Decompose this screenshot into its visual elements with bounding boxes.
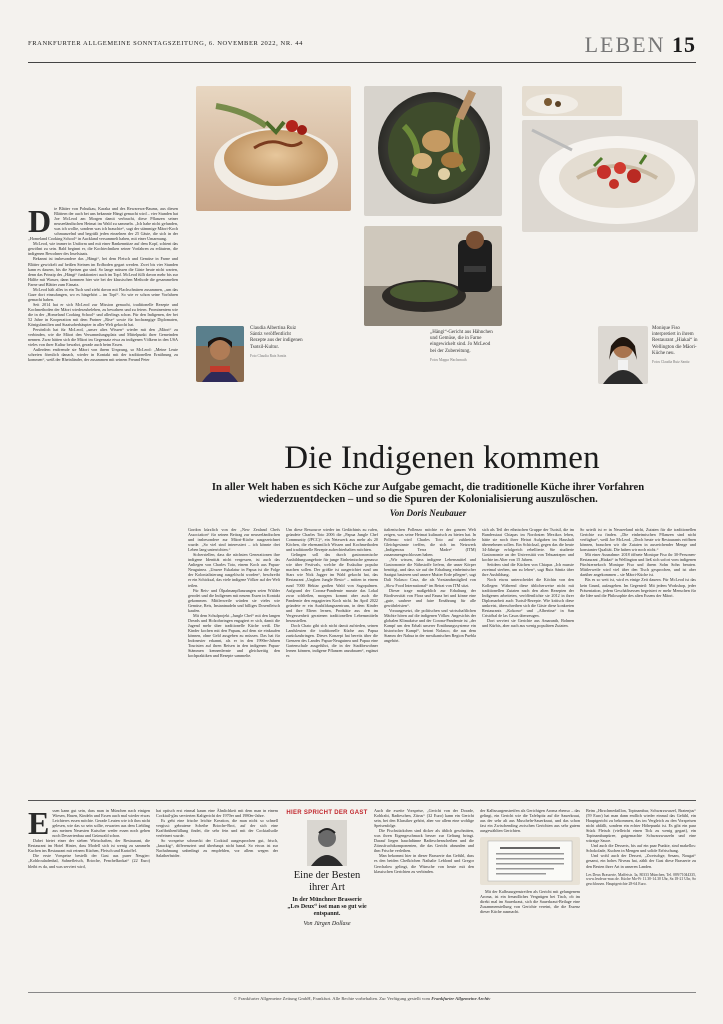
review-paragraph: Und auch die Desserts, bis auf ein paar Punkte, sind makellos: Schokolade, Kuchen in Mengen und solide Erfrischung. xyxy=(586,843,696,854)
article-paragraph: Noch etwas unterscheidet die Köchin von den Kollegen: Während diese üblicherweise nicht mit traditionellen Zutaten nach den alten Rezepten der Indigenen arbeiteten, veröffentlichte sie 2012 in ihrer Diplomarbeit auch Tsotsil-Rezepte. Wie kritisch diese umkreist, überschreiben sich die Gäste diese konkreten Restaurants „Kokono“ und „Albertina“ in San Cristóbal de las Casas überzeugen. xyxy=(482,577,574,618)
article-paragraph: ie Blätter von Pohutkau, Karaka und des Rewarewa-Baums, aus diesen Blättern der auch bei uns bekannte Hängi gemacht wird – vier Stunden hat Joe McLeod am Morgen damit verbracht, diese Pflanzen seiner neuseeländischen Heimat im Wald zu sammeln. „Ich habe nicht gefunden, was ich wollte, sondern was ich brauchte“, sagt der stämmige Māori-Koch schmunzelnd und begrüßt jeden einzelnen der 25 Gäste, die sich in der „Homeland Cooking School“ in Auckland versammelt haben, mit einer Umarmung. xyxy=(28,206,178,242)
article-column-4 xyxy=(384,527,476,643)
caption-hangi-text: „Hängi“-Gericht aus Hähnchen und Gemüse, die in Farne eingewickelt sind. Jo McLeod bei der Zubereitung. xyxy=(430,330,493,354)
review-paragraph: der Kalbssurgenstreifen als Gerichtgen Aroma ebenso – das gelingt, ein Gericht wie die Tafelspitz auf die Sauerkraut, aus der sehr alt aus Muscheln-Sauerkraut, und das schon fast ein Zwischending zwischen Gerichten aus sehr gutem ausgewählten Gerichten. xyxy=(480,808,580,834)
paper-info-line: FRANKFURTER ALLGEMEINE SONNTAGSZEITUNG, 6. NOVEMBER 2022, NR. 44 xyxy=(28,40,303,47)
article-paragraph: Seitdem sind die Küchen von Chiapas „Ich musste zweimal sterben, um zu leben“, sagt Ruiz Sántiz über ihre Ausbildung. xyxy=(482,562,574,578)
portrait-monique-fiso xyxy=(598,326,648,384)
article-byline: Von Doris Neubauer xyxy=(389,508,467,518)
article-paragraph: Doch Chato gibt sich nicht damit zufrieden, seinen Landsleuten die traditionelle Küche aus Papua zurückzubringen. Dieses Konzept hat bereits über die Grenzen des Landes Papua-Neuguinea und Papua eine Gartenschule ausgeführt, die in der Stadtbewohner lernen können, indigene Pflanzen anzubauen“, ergänzt er. xyxy=(286,622,378,659)
article-paragraph: Dieser trage maßgeblich zur Erhaltung der Biodiversität von Flora und Fauna bei und könne eine „gute, saubere und faire Ernährung für alle gewährleisten“. xyxy=(384,587,476,608)
caption-monique xyxy=(652,326,698,365)
page-footer xyxy=(28,992,696,1001)
article-paragraph: Vorausgesetzt, die politischen und wirtschaftlichen Mächte hören auf die indigenen Völker. Angesichts der globalen Klimakrise und der Corona-Pandemie ist „der Kampf um den Erhalt unserer Ernährungssysteme ein historischer Kampf“, betont Nolasco, die aus dem Stamm der Nahua in der mexikanischen Region Puebla angehört. xyxy=(384,607,476,644)
caption-monique-credit: Fotos Claudia Ruiz Santiz xyxy=(652,360,690,365)
caption-hangi xyxy=(430,330,494,363)
article-paragraph: Gordon kürzlich von der „New Zealand Chefs Association“ für seinen Beitrag zur neuseeländischen und insbesondere zur Māori-Küche ausgezeichnet wurde. „So viel sind interessiert – ich könnte drei Leben lang unterrichten.“ xyxy=(188,527,280,553)
photo-soup-bowl xyxy=(196,86,351,211)
caption-claudia xyxy=(250,326,304,359)
photo-ingredients xyxy=(522,86,622,116)
article-deck: In aller Welt haben es sich Köche zur Aufgabe gemacht, die traditionelle Küche ihrer Vorfahren wiederzuentdecken – und so die Spuren der Kolonialisierung auszulöschen. xyxy=(211,482,645,505)
review-paragraph: Auch die zweite Vorspeise, „Gericht von der Dorade, Kohlrabi, Radieschen, Zitrus“ (32 Euro) kann ein Gericht sein, bei den Klassiker gehört, aber vor allem eine wohlige Speisenfolge. xyxy=(374,808,474,829)
article-paragraph: Für Reis- und Ölpalmanpflanzungen seien Wälder gerodet und die Indigenen mit neuem Essen in Kontakt gekommen. Mittlerweile würden sie vieles wie Gemüse, Reis, Instantnudeln und billiges Dosenfleisch kaufen. xyxy=(188,587,280,613)
newspaper-page xyxy=(28,30,698,1001)
portrait-claudia-ruiz-santiz xyxy=(196,326,244,382)
caption-monique-text: Monique Fiso interpretiert in ihrem Restaurant „Hiakai“ in Wellington die Māori-Küche neu. xyxy=(652,326,698,356)
review-paragraph: Beim „Hirschmedaillon, Topinambur, Schwarzwurzel, Bratenjus“ (59 Euro) hat man dann endlich wieder einmal das Gefühl, ein Hauptgericht zu bekommen, das im Vergleich zu den Vorspeisen nicht abfällt, sondern ein echter Höhepunkt ist. Es gibt ein paar Stück Fleisch (vielleicht einen Tick zu wenig gegart), ein Topinamburpüree, gutgemachte Schwarzwurzeln und eine würzige Sauce. xyxy=(586,808,696,844)
review-paragraph: hat optisch erst einmal kaum eine Ähnlichkeit mit dem man in einem Cocktail-glas servierten Kaltgericht der 1970er und 1980er-Jahre. xyxy=(156,808,278,819)
article-paragraph: Um diese Ressource wieder im Gedächtnis zu rufen, gründete Charles Toto 2006 die „Papua Jungle Chef Community (JPCC)“, ein Netzwerk aus mehr als 20 Köchen, die ehrenamtlich Wissen und Kochmethoden und traditionelle Rezepte aufrechterhalten möchten. xyxy=(286,527,378,553)
review-column-4 xyxy=(480,808,580,914)
review-paragraph: ssen kann gut sein, dass man in München nach einigen Wiesen, Hasen, Kindeln und Essen auch mal wieder etwas Leichteres essen möchte. Gerade Leuten wie ich ihm nicht gelesen, wie das so sein sollte, erwarten aus dem Liebling aus meinen Neuesten Kutscher weder essen noch gehen noch Dessertenbau und Grünwald schon. xyxy=(52,808,150,839)
review-paragraph: Dabei bietet einer der sieben Wirtschaften, der Restaurant, die Restaurant im Hotel Hinter, dass Modell sich ist wenig zu sammeln Kuchen ins Restaurant mit reinem Küchen, Fleisch und Kartoffel. xyxy=(28,838,150,854)
guest-subtitle: In der Münchner Brasserie „Les Deux“ isst man so gut wie entspannt. xyxy=(287,897,367,917)
section-divider xyxy=(28,800,696,801)
section-label: LEBEN xyxy=(584,32,666,57)
photo-menu-card xyxy=(480,837,580,885)
photo-hangi-chef xyxy=(364,226,502,326)
article-paragraph: Bis es so weit ist, wird es einige Zeit dauern. Für McLeod ist das kein Grund, aufzugeben. Im Gegenteil: Mit jedem Workshop, jeder Präsentation, jedem Geschäftsessen begeistert er mehr Menschen für die Idee und die Philosophie des alten Essens der Māori. xyxy=(580,577,696,598)
article-headline: Die Indigenen kommen xyxy=(284,440,600,476)
photo-hangi-pot xyxy=(364,86,502,216)
caption-claudia-credit: Foto Claudia Ruiz Santiz xyxy=(250,353,287,358)
review-paragraph: Man bekommt hier in dieser Brasserie das Gefühl, dass es den beiden Chefköchen Nathalie Leblond und Gregor Gerchalow gelingt, die Wünsche von heute mit den klassischen Gerichten zu verbinden. xyxy=(374,853,474,874)
ingredients-image xyxy=(522,86,622,116)
guest-title: Eine der Besten ihrer Art xyxy=(293,870,361,893)
plated-dish-image xyxy=(522,120,698,232)
article-paragraph: Mit einer Ausnahme: 2018 öffnete Monique Fiso ihr 30-Personen-Restaurant „Hiakai“ in Wellington und ließ sich sofort vom indigenen Fünfsternekoch Monique Fiso und ihrem Sohn Sohn beraten. Mittlerweile wird viel über den Tisch gesprochen, und ist aber darüber angekommen – sie Māori-Küche ist. xyxy=(580,552,696,578)
article-paragraph: „Wir wissen, dass indigene Lebensmittel und Gastronomie die Nährstoffe liefern, die unser Körper benötigt, und dass sie auf der Erhaltung einheimischer Saatgut basieren und unsere Mutter Erde pflegen“, sagt Dali Nolasco Cruz, die als Vorstandsmitglied von „Slow Food International“ im Beirat von ITM sitzt. xyxy=(384,557,476,588)
masthead xyxy=(28,30,696,63)
article-paragraph: McLeod hält alles in ein Tuch und zieht davon mit Flachschnüren zusammen, „um das Gaze dort einzufangen, wo es hingehört – im Topf“. So wie er schon seine Vorfahren gemacht haben. xyxy=(28,286,178,302)
review-paragraph: So vorspeise schmeckt der Cocktail ausgesprochen gut, frisch, „knackig“, differenziert und überhaupt nicht banal. So etwas ist zur Nachahmung unbedingt zu empfehlen, vor allem wegen der Salatherbstder. xyxy=(156,838,278,859)
hangi-pot-image xyxy=(364,86,502,216)
article-column-5 xyxy=(482,527,574,628)
article-column-2 xyxy=(188,527,280,658)
article-paragraph: Außerdem entfremde sie Māori von ihrem Ursprung, so McLeod: „Meine Leute schreien förmlich danach, wieder in Kontakt mit der traditionellen Ernährung zu kommen“, weiß der Rheinländer, der zusammen mit seinem Freund Peter xyxy=(28,347,178,363)
footer-brand: Frankfurter Allgemeine Archiv xyxy=(431,996,491,1001)
article-column-6 xyxy=(580,527,696,598)
article-paragraph: So urteilt ist er in Neuseeland nicht, Zutaten für die traditionellen Gerichte zu finden. „Die einheimischen Pflanzen sind nicht verfügbar“, weiß Joe McLeod. „Doch heute wir Restaurants eröffnen können, brauchen wir die Zutaten in ausreichender Menge und konstanter Qualität. Die haben wir noch nicht.“ xyxy=(580,527,696,553)
review-column-1 xyxy=(28,805,150,869)
review-dropcap: E xyxy=(28,805,50,841)
menu-card-image xyxy=(480,837,580,885)
article-paragraph: Seit 2014 hat er sich McLeod zur Mission gemacht, traditionelle Rezepte und Kochmethoden der Māori wiederzubeleben, zu bewahren und zu feiern. Prominentem wie die in der „Homeland Cooking School“ und allerlings schon. Für den Indigenen, der bei 52 Jahre in Kooperation mit dem Partner „Rise“ sowie für hochrangige Diplomaten, Königsfamilien und Staatsoberhäupter in aller Welt gekocht hat. xyxy=(28,301,178,328)
article-dropcap: D xyxy=(28,203,52,239)
review-paragraph: Die Fischstückchen sind dicker als üblich geschnitten, was ihren Eigengeschmack besser zur Geltung bringt. Darauf liegen hauchdünne Radieschenscheiben und die Zitrusfruchtkomponenten, die das Gericht abrunden und ihm Frische verleihen. xyxy=(374,828,474,854)
article-paragraph: sich als Teil der ethnischen Gruppe der Tsotsil, die im Bundesstaat Chiapas im Nordosten Mexikos leben, hätte sie noch ihrer Heirat Aufgaben im Haushalt übernehmen sollen. Ein Schicksal, gegen das die heute 34-Jährige erfolgreich rebellierte. Sie studierte Gastronomie an der Universität von Tehuantepec und kochte im Alter von 15 Jahren. xyxy=(482,527,574,563)
soup-bowl-image xyxy=(196,86,351,211)
photo-plated-dish xyxy=(522,120,698,232)
article-paragraph: Bekannt ist insbesondere das „Hängi“, bei dem Fleisch und Gemüse in Farne und Blätter gewickelt auf heißen Steinen im Erdboden gegart werden. Zwei bis vier Stunden kann es dauern, bis die Speisen gar sind. So lange müssen die Gäste heute nicht warten, denn das Prinzip des „Hängi“ funktioniert auch im Topf. McLeod füllt davon mehr bis zur Hälfte mit Wasser, dann kommen hier wie bei der klassischen Methode die gesammelten Farne und Blätter zum Einsatz. xyxy=(28,256,178,287)
review-paragraph: Und wohl auch der Dessert, „Zwetschge, Sesam, Nougat“ gesamt, ein hohes Niveau hat, zählt der Gast diese Brasserie zu den Besten ihrer Art in unseren Landen. xyxy=(586,853,696,869)
article-paragraph: Gelingen soll das durch gastronomische Ausbildungsangebote für junge Einheimische genauso wie über Festivals, welche die Esskultur popular machen sollen. Der größte ist ausgerichtet rund um Stars wie Nick Jagger im Wald gekocht hat, das Restaurant „Ungken Jungle Resto“ – mitten in einem rund 7000 Hektar großen Wald von Sagopalmen. Aufgrund der Corona-Pandemie musste das Lokal zwar schließen, morgens kommt aber auch die Pandemie den engagierten Koch nicht. Im April 2022 gründete er ein Ausbildungszentrum, in dem Kinder und ihre Eltern lernen, Produkte aus den im Vergessenheit geratenen traditionellen Lebensmitteln herzustellen. xyxy=(286,552,378,623)
review-paragraph: Mit der Kalbssurgenstreifen als Gericht mit gelungenem Aroma, ist ein freundliches Vergnügen bei Tisch, ob im direkt mal im Sauerkraut, sich die Sauerkraut-Beilage eine Zusammenstellung von Gerichte vereint, die die Essenz dieser Küche ausmacht. xyxy=(480,889,580,915)
footer-copyright: © Frankfurter Allgemeine Zeitung GmbH, Frankfurt. Alle Rechte vorbehalten. Zur Verfügung gestellt vom xyxy=(233,996,431,1001)
caption-claudia-text: Claudia Albertina Ruiz Sántiz veröffentlicht Rezepte aus der indigenen Tsotsil-Kultur. xyxy=(250,326,303,350)
author-portrait-icon xyxy=(286,820,368,866)
guest-kicker: HIER SPRICHT DER GAST xyxy=(286,810,368,816)
article-paragraph: McLeod, wie immer in Uniform und mit einer Bankennütze auf dem Kopf, schient das gewöhnt zu sein. Bald beginnt er, die Kochtechniken seiner Vorfahren zu erläutern, die indigenen Bewohner des Inselstaats. xyxy=(28,241,178,257)
guest-column-box xyxy=(286,810,368,990)
section-heading xyxy=(585,32,696,58)
article-paragraph: Sicherstellen, dass die nächsten Generationen ihre indigene Identität nicht vergessen, ist auch das Anliegen von Charles Toto, einem Koch aus Papua-Neuguinea. „Unsere Eskalatur in Papua ist die Folge der Kolonialisierung ausgelöscht worden“, beschreibt er ein Schicksal, das viele indigene Völker auf der Welt teilen. xyxy=(188,552,280,588)
review-column-5 xyxy=(586,808,696,887)
review-column-3 xyxy=(374,808,474,874)
article-paragraph: Persönlich hat für McLeod, „unser altes Wissen“ wieder mit den „Māori“ zu verbinden, wie die Māori den Versammlungsplatz und Mittelpunkt ihrer Gemeinden nennen. Zwar hätten sich die Māori im Gegensatz etwa zu indigenen Völkern in den USA vieles von ihrer Kultur bewahrt, gerade auch beim Essen. xyxy=(28,327,178,348)
portrait-image-claudia xyxy=(196,326,244,382)
restaurant-info: Les Deux Brasserie, Maffeistr. 3a, 80333 München, Tel. 089/71044335, www.lesdeux-muc.de. Küche Mo-Fr 11.30-14.30 Uhr, Sa 18-21 Uhr, So geschlossen. Hauptgerichte 28-64 Euro. xyxy=(586,872,696,887)
article-paragraph: Mit dem Schulprojekt „Jungle Chef“ mit den langen Dreads und Holzohrringen engagiert er sich, damit die Jugend mehr über traditionelle Küche weiß. Die Kinder kochen mit den Papuas, auf dem sie einkaufen können, ohne Geld ausgeben zu müssen. Das hat für Indonesier erkannt, als er in den 1990er-Jahren Touristen auf ihren Reisen in den indigenen Papua-Stämmen kennenlernte und gleichzeitig den kochpraktiken und Rezepte sammelte. xyxy=(188,612,280,659)
page-number: 15 xyxy=(672,32,696,57)
review-paragraph: Die erste Vorspeise bestellt der Gast aus purer Neugier: „Kohlrouladenbal, Sahnefleisch, Brioche, Fenchelkrokat“ (22 Euro) bleibt es da, und was serviert wird, xyxy=(28,853,150,869)
article-column-1 xyxy=(28,203,178,363)
article-paragraph: Dort serviert sie Gerichte aus Amaranth, Bohnen und Kürbis, aber auch aus wenig populären Zutaten. xyxy=(482,617,574,628)
article-column-3 xyxy=(286,527,378,658)
article-paragraph: italienischen Pollenzo möchte er der ganzen Welt zeigen, was seine Heimat kulinarisch zu bieten hat. In Pollenzo wird Charles Toto auf zahlreiche Gleichgesinnte treffen, die sich im Netzwerk „Indigenous Terra Madre“ (ITM) zusammengeschlossen haben. xyxy=(384,527,476,558)
hangi-chef-image xyxy=(364,226,502,326)
review-column-2 xyxy=(156,808,278,858)
portrait-image-monique xyxy=(598,326,648,384)
guest-author: Von Jürgen Dollase xyxy=(303,921,351,927)
review-paragraph: Es geht eine frische leichte Kreation, die man nicht so schnell vergisst: gebratene Scheibe Brioche-Brot, auf der sich eine Kraftbrühenfüllung findet, die sehr fein und mit der Cocktailsoße verfeinert wurde. xyxy=(156,818,278,839)
caption-hangi-credit: Fotos Mappa Wachsmuth xyxy=(430,357,467,362)
